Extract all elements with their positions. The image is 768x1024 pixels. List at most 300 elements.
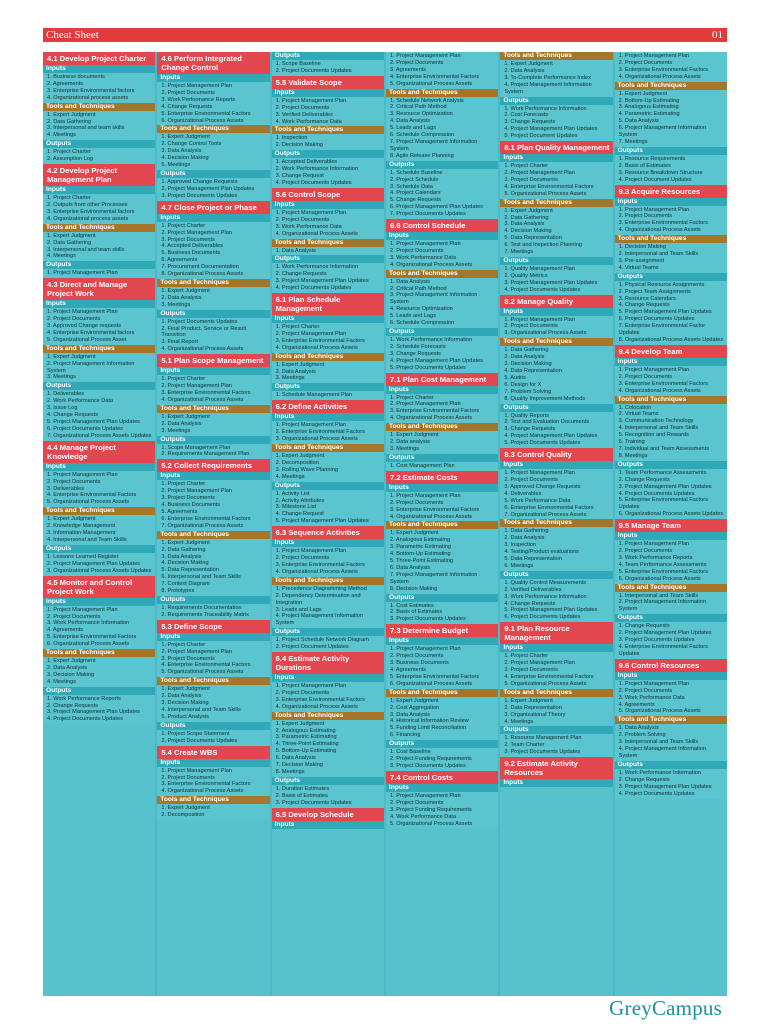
item-list [386,529,498,593]
list-item: 2. Project Documents [389,499,444,506]
list-item: 3. Project Funding Requirements [389,806,472,813]
item-list [272,490,384,527]
list-item: 6. Organizational Process Assets [618,575,701,582]
list-item: 2. Project Documents [161,774,215,781]
list-item: 1. Expert Judgment [47,516,96,523]
item-list [615,52,727,82]
item-list [500,579,612,622]
list-item: 2. Project Documents [275,689,330,696]
list-item: 6. Design for X [504,381,542,388]
list-item: 2. Project Schedule [389,176,439,183]
list-item: 5. Organizational Process Assets [389,820,473,827]
list-item: 3. Meetings [47,374,76,381]
list-item: 4. Project Documents Updates [618,790,695,797]
item-list [386,169,498,219]
list-item: 4. Organizational Process Assets [275,703,358,710]
column-3 [272,52,384,996]
inputs-header: Inputs [157,633,269,641]
process-heading: 4.2 Develop Project Management Plan [43,164,155,186]
list-item: 8. Organizational Process Assets Updates [618,337,724,343]
list-item: 7. Project Documents Updates [389,211,466,218]
list-item: 3. Project Management Plan Updates [618,483,712,490]
list-item: 4. Organizational Process Assets [618,73,701,80]
list-item: 1. Project Charter [47,149,91,156]
inputs-header: Inputs [615,532,727,540]
list-item: 4. Change Requests [47,412,98,419]
inputs-header: Inputs [43,300,155,308]
item-list [272,682,384,712]
list-item: 3. Enterprise Environmental Factors [618,380,708,387]
list-item: 2. Analogous Estimating [389,537,450,544]
list-item: 1. Expert Judgment [275,453,325,459]
list-item: 1. Project Charter [504,653,549,660]
list-item: 4. Meetings [47,253,76,260]
list-item: 3. Decision Making [504,361,552,368]
item-list [500,412,612,449]
item-list [43,269,155,278]
item-list [615,155,727,185]
list-item: 1. Data Analysis [389,278,431,285]
list-item: 2. Project Documents [618,687,673,694]
list-item: 1. Project Charter [504,163,549,170]
item-list [386,645,498,688]
list-item: 6. Organizational Process Assets Updates [618,511,724,518]
outputs-header: Outputs [43,687,155,695]
item-list [157,82,269,125]
process-heading: 5.6 Control Scope [272,188,384,201]
item-list [43,471,155,508]
item-list [615,243,727,273]
inputs-header: Inputs [272,89,384,97]
list-item: 1. Interpersonal and Team Skills [618,592,699,599]
list-item: 2. Final Product, Service or Result Transition [161,325,247,339]
list-item: 2. Data Analysis [161,420,202,427]
list-item: 6. Financing [389,732,421,739]
list-item: 6. Project Documents Updates [504,614,581,621]
list-item: 3. Project Documents Updates [389,616,466,623]
list-item: 1. Project Management Plan [389,646,461,653]
header-bar [43,28,727,42]
list-item: 3. Work Performance Data [275,223,342,230]
list-item: 1. Expert Judgment [47,232,96,239]
item-list [157,604,269,620]
list-item: 5. Leads and Lags [389,313,437,320]
list-item: 3. Interpersonal and team skills [47,246,125,253]
list-item: 5. Recognition and Rewards [618,432,689,439]
inputs-header: Inputs [500,644,612,652]
list-item: 1. Expert Judgment [389,697,439,704]
item-list [43,606,155,649]
list-item: 3. Parametric Estimating [275,734,337,741]
list-item: 1. Project Charter [47,195,91,202]
list-item: 4. Decision Making [504,228,552,235]
process-heading: 4.3 Direct and Manage Project Work [43,278,155,300]
list-item: 2. Enterprise Environmental Factors [275,429,365,436]
inputs-header: Inputs [272,315,384,323]
list-item: 2. Data Analysis [161,294,202,301]
item-list [386,394,498,424]
list-item: 3. Enterprise Environmental Factors [275,696,365,703]
list-item: 2. Project Documents [275,216,330,223]
item-list [43,353,155,383]
list-item: 1. Inspection [275,135,308,142]
list-item: 6. Project Documents Updates [618,316,695,323]
list-item: 1. Scope Management Plan [161,444,231,451]
list-item: 5. Product Analysis [161,713,209,720]
list-item: 1. Data Analysis [618,725,659,732]
tools-header: Tools and Techniques [157,125,269,133]
outputs-header: Outputs [157,722,269,730]
list-item: 1. Data Gathering [504,528,549,535]
process-heading: 9.6 Control Resources [615,659,727,672]
item-list [615,469,727,519]
list-item: 8. Meetings [618,452,648,459]
list-item: 4. Enterprise Environmental Factors [504,183,594,190]
list-item: 5. Project Document Updates [504,133,578,140]
item-list [157,413,269,436]
list-item: 1. Project Documents Updates [161,318,238,325]
list-item: 1. Business documents [47,74,105,80]
list-item: 1. Project Management Plan [504,470,575,477]
item-list [157,375,269,405]
list-item: 3. Meetings [275,375,305,382]
list-item: 2. Data Gathering [161,546,206,553]
list-item: 2. Project Documents [161,89,215,96]
process-heading: 8.3 Control Quality [500,448,612,461]
outputs-header: Outputs [272,52,384,60]
list-item: 2. Project Management Plan [389,401,461,408]
item-list [157,641,269,678]
tools-header: Tools and Techniques [157,279,269,287]
list-item: 4. Decision Making [161,155,209,162]
list-item: 1. Quality Reports [504,412,550,419]
list-item: 2. Project Management Plan [504,169,575,176]
outputs-header: Outputs [386,328,498,336]
tools-header: Tools and Techniques [272,577,384,585]
list-item: 1. Expert Judgment [161,287,210,294]
list-item: 7. Meetings [504,249,534,256]
list-item: 5. Enterprise Environmental Factors Updates [618,497,708,511]
inputs-header: Inputs [500,154,612,162]
list-item: 3. Work Performance Reports [618,554,693,561]
list-item: 8. Organizational Process Assets [161,271,244,278]
list-item: 4. Organizational Process Assets [275,230,358,237]
list-item: 1. Project Charter [275,324,320,331]
list-item: 1. Project Management Plan [504,316,575,323]
list-item: 1. Expert Judgment [389,530,439,537]
list-item: 2. Decomposition [275,459,319,466]
list-item: 3. Project Documents [504,667,558,674]
outputs-header: Outputs [386,740,498,748]
tools-header: Tools and Techniques [386,521,498,529]
list-item: 3. Enterprise Environmental Factors [618,66,708,73]
list-item: 2. Data Analysis [504,67,545,74]
item-list [386,240,498,270]
list-item: 5. Project Management Plan Updates [504,607,598,614]
list-item: 3. To-Complete Performance Index [504,74,591,81]
list-item: 2. Work Performance Data [47,398,114,405]
list-item: 2. Activity Attributes [275,497,325,504]
list-item: 3. Inspection [504,542,537,549]
item-list [43,515,155,545]
list-item: 3. Change Requests [504,426,556,433]
item-list [386,278,498,328]
list-item: 1. Lessons Learned Register [47,553,119,560]
list-item: 3. Communication Technology [618,418,694,425]
process-heading: 8.2 Manage Quality [500,295,612,308]
list-item: 2. Change Requests [275,271,327,278]
list-item: 6. Interpersonal and Team Skills [161,574,241,581]
list-item: 3. Rolling Wave Planning [275,466,338,473]
list-item: 3. Project Management Plan Updates [47,709,140,716]
tools-header: Tools and Techniques [500,519,612,527]
list-item: 3. Project Management Plan Updates [618,783,712,790]
list-item: 3. Analogous Estimating [618,104,679,111]
list-item: 1. Accepted Deliverables [275,159,338,166]
column-1 [43,52,155,996]
item-list [386,792,498,829]
list-item: 4. Testing/Product evaluations [504,549,579,556]
list-item: 6. Data Analysis [389,564,431,571]
inputs-header: Inputs [157,472,269,480]
inputs-header: Inputs [386,484,498,492]
list-item: 6. Enterprise Environmental Factors [504,504,594,511]
list-item: 6. Agreements [161,257,198,264]
list-item: 3. Project Documents [161,495,215,502]
outputs-header: Outputs [500,726,612,734]
item-list [272,361,384,384]
list-item: 4. Team Performance Assessments [618,561,707,568]
list-item: 2. Cost Aggregation [389,704,440,711]
outputs-header: Outputs [500,571,612,579]
list-item: 4. Meetings [47,132,76,139]
process-heading: 7.3 Determine Budget [386,624,498,637]
list-item: 2. Data Analysis [504,535,545,542]
list-item: 2. Project Documents [275,555,330,562]
list-item: 7. Meetings [618,138,648,145]
tools-header: Tools and Techniques [386,89,498,97]
list-item: 5. Organizational Process Assets [389,80,473,87]
list-item: 1. Project Management Plan [275,97,347,104]
item-list [43,308,155,345]
list-item: 6. Meetings [504,562,534,569]
list-item: 7. Project Management Information System [389,571,478,585]
list-item: 2. Requirements Traceability Matrix [161,611,249,618]
item-list [157,685,269,722]
item-list [500,265,612,295]
tools-header: Tools and Techniques [386,423,498,431]
process-heading: 4.6 Perform Integrated Change Control [157,52,269,74]
list-item: 3. Organizational Process Assets [504,330,587,337]
list-item: 4. Project Documents Updates [275,285,352,292]
list-item: 2. Project Management Information System [47,360,135,374]
list-item: 3. Change Request [275,173,324,180]
list-item: 1. Resource Management Plan [504,735,582,742]
list-item: 3. Data Analysis [161,553,202,560]
list-item: 1. Project Scope Statement [161,730,230,737]
list-item: 5. Funding Limit Reconciliation [389,725,467,732]
list-item: 1. Approved Change Requests [161,178,238,185]
list-item: 2. Project Documents [47,613,101,620]
list-item: 2. Project Documents [618,373,673,380]
list-item: 2. Data Analysis [275,368,316,375]
list-item: 3. Project Documents [161,655,215,662]
list-item: 3. Meetings [161,301,191,308]
list-item: 4. Accepted Deliverables [161,243,223,250]
process-heading: 4.4 Manage Project Knowledge [43,441,155,463]
list-item: 2. Project Documents [389,59,444,66]
column-6 [615,52,727,996]
list-item: 5. Project Management Plan Updates [47,419,140,425]
list-item: 2. Project Management Plan [161,648,232,655]
list-item: 3. Enterprise Environmental Factors [618,220,708,227]
item-list [272,391,384,400]
process-heading: 6.5 Develop Schedule [272,808,384,821]
list-item: 4. Project Management Information System [618,746,707,759]
list-item: 3. Parametric Estimating [389,544,451,551]
list-item: 4. Project Document Updates [618,176,692,183]
list-item: 1. Data Analysis [275,247,316,254]
list-item: 1. Project Charter [161,481,206,488]
outputs-header: Outputs [157,310,269,318]
process-heading: 5.2 Collect Requirements [157,459,269,472]
list-item: 2. Project Documents [618,548,673,555]
list-item: 2. Basis of Estimates [275,792,328,799]
list-item: 3. Work Performance Data [618,694,685,701]
item-list [500,346,612,403]
list-item: 2. Project Documents [618,59,673,66]
item-list [615,404,727,461]
list-item: 5. Project Management Plan Updates [275,518,369,525]
list-item: 4. Project Management Plan Updates [389,357,483,364]
outputs-header: Outputs [386,161,498,169]
list-item: 8. Quality Improvement Methods [504,395,586,402]
list-item: 3. Enterprise Environmental Factors [161,781,251,788]
list-item: 4. Project Documents Updates [47,716,123,723]
tools-header: Tools and Techniques [500,338,612,346]
list-item: 3. Agreements [389,66,427,73]
list-item: 1. Data Gathering [504,347,549,354]
list-item: 2. Project Documents [504,476,558,483]
list-item: 4. Interpersonal and Team Skills [47,536,127,543]
list-item: 2. Data Analysis [161,693,202,700]
list-item: 2. Analogous Estimating [275,727,336,734]
list-item: 5. Change Requests [389,197,441,204]
process-heading: 6.6 Control Schedule [386,219,498,232]
list-item: 2. Project Funding Requirements [389,756,472,763]
tools-header: Tools and Techniques [500,199,612,207]
list-item: 4. Organizational Process Assets [618,387,701,394]
list-item: 2. Data Gathering [504,214,549,221]
item-list [386,462,498,471]
list-item: 3. Organizational Theory [504,711,566,718]
list-item: 2. Project Management Plan Updates [618,630,712,637]
list-item: 3. Leads and Lags [275,606,322,613]
list-item: 8. Meetings [275,769,305,775]
column-4 [386,52,498,996]
list-item: 1. Quality Control Measurements [504,579,587,586]
item-list [272,547,384,577]
list-item: 1. Requirements Documentation [161,604,242,611]
tools-header: Tools and Techniques [386,270,498,278]
list-item: 2. Project Management Plan Updates [161,185,255,192]
item-list [272,785,384,808]
list-item: 6. Enterprise Environmental Factors [161,515,251,522]
list-item: 1. Project Management Plan [618,206,690,213]
outputs-header: Outputs [272,255,384,263]
outputs-header: Outputs [500,97,612,105]
item-list [157,804,269,820]
list-item: 3. Change Requests [504,119,556,126]
list-item: 4. Organizational Process Assets [275,344,358,351]
process-heading: 8.1 Plan Quality Management [500,141,612,154]
item-list [615,206,727,236]
list-item: 1. Expert Judgment [389,432,439,439]
item-list [272,97,384,127]
list-item: 6. Project Management Plan Updates [389,204,483,211]
list-item: 3. Interpersonal and team skills [47,125,125,132]
list-item: 4. Project Documents Updates [504,286,581,293]
list-item: 2. Project Management Plan [161,488,232,495]
list-item: 1. Deliverables [47,391,84,398]
inputs-header: Inputs [615,358,727,366]
outputs-header: Outputs [272,482,384,490]
list-item: 1. Project Management Plan [618,680,690,687]
tools-header: Tools and Techniques [157,796,269,804]
inputs-header: Inputs [43,463,155,471]
list-item: 5. Organizational Process Assets [161,669,244,676]
item-list [500,734,612,757]
list-item: 1. Expert Judgment [275,361,325,368]
list-item: 3. Schedule Data [389,183,433,190]
list-item: 4. Data Representation [504,368,562,374]
item-list [272,247,384,256]
list-item: 4. Project Management Plan Updates [504,126,598,133]
inputs-header: Inputs [272,413,384,421]
outputs-header: Outputs [615,273,727,281]
list-item: 4. Enterprise Environmental Factors [504,674,594,680]
list-item: 4. Meetings [504,718,534,725]
list-item: 4. Project Documents Updates [618,490,695,497]
list-item: 2. Work Performance Information [275,166,358,173]
list-item: 1. Duration Estimates [275,785,330,792]
list-item: 1. Expert Judgment [161,413,210,420]
list-item: 2. Basis of Estimates [389,609,443,616]
list-item: 1. Project Schedule Network Diagram [275,637,369,644]
process-heading: 4.7 Close Project or Phase [157,201,269,214]
list-item: 4. Organizational process assets [47,94,129,101]
inputs-header: Inputs [386,232,498,240]
item-list [500,697,612,727]
list-item: 5. Enterprise Environmental Factors [389,673,480,680]
list-item: 3. Decision Making [47,671,95,678]
list-item: 3. Project Documents [504,176,558,183]
list-item: 3. Enterprise Environmental factors [47,87,135,94]
list-item: 1. Precedence Diagramming Method [275,585,367,592]
list-item: 2. Agreements [47,80,84,87]
list-item: 7. Organizational Process Assets Updates [47,432,152,439]
list-item: 4. Interpersonal and Team Skills [618,425,699,432]
process-heading: 4.5 Monitor and Control Project Work [43,576,155,598]
tools-header: Tools and Techniques [157,677,269,685]
list-item: 5. Work Performance Data [504,497,571,504]
brand-logo: GreyCampus [609,996,722,1020]
item-list [43,657,155,687]
list-item: 4. Interpersonal and Team Skills [161,707,241,713]
inputs-header: Inputs [500,779,612,787]
list-item: 1. Activity List [275,490,310,497]
list-item: 2. Test and Evaluation Documents [504,419,590,426]
